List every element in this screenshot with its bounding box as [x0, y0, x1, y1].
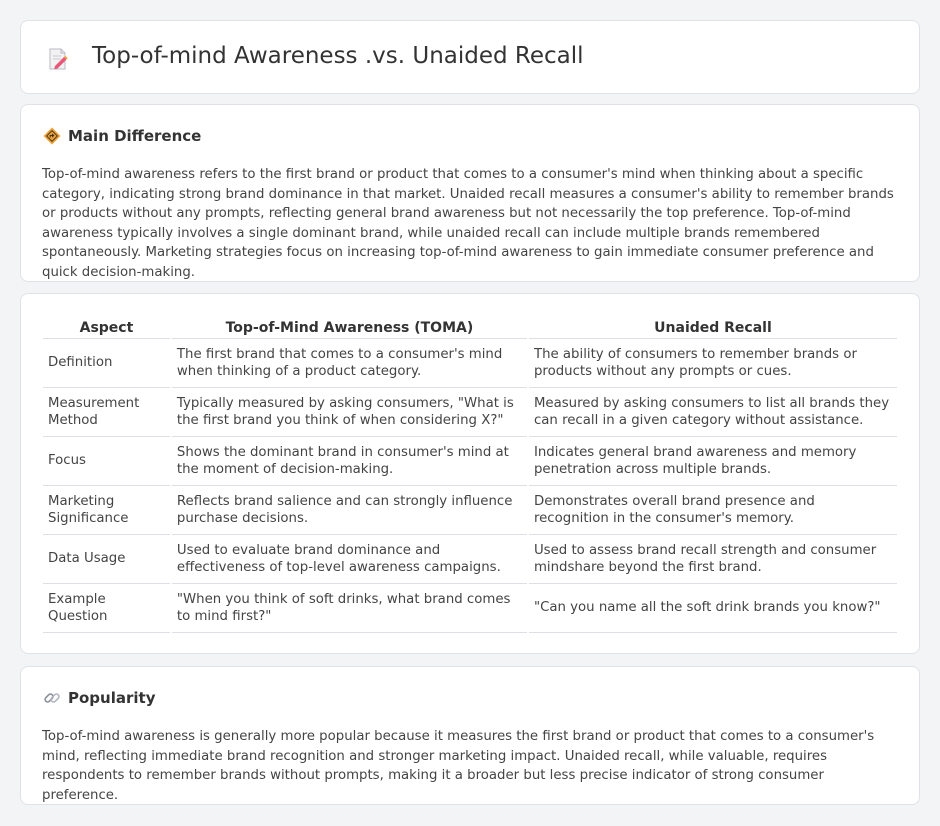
- unaided-cell: "Can you name all the soft drink brands you know?": [529, 584, 897, 633]
- header-unaided-recall: Unaided Recall: [529, 316, 897, 339]
- comparison-table: [41, 316, 899, 633]
- main-difference-heading: Main Difference: [68, 127, 202, 145]
- link-icon: [43, 689, 61, 707]
- unaided-cell: The ability of consumers to remember brands or products without any prompts or cues.: [529, 339, 897, 388]
- main-difference-text: Top-of-mind awareness refers to the first brand or product that comes to a consumer's mind when thinking about a specific category, indicating strong brand dominance in that market. Unaided recall measures a consumer's ability to remember brands or products without any prompts, reflecting general brand awareness but not necessarily the top preference. Top-of-mind awareness typically involves a single dominant brand, while unaided recall can include multiple brands remembered spontaneously. Marketing strategies focus on increasing top-of-mind awareness to gain immediate consumer preference and quick decision-making.: [42, 167, 894, 280]
- aspect-cell: Measurement Method: [43, 388, 170, 437]
- toma-cell: Typically measured by asking consumers, "What is the first brand you think of when considering X?": [172, 388, 527, 437]
- table-row: [43, 437, 897, 486]
- aspect-cell: Definition: [43, 339, 170, 388]
- aspect-cell: Data Usage: [43, 535, 170, 584]
- header-toma: Top-of-Mind Awareness (TOMA): [172, 316, 527, 339]
- unaided-cell: Indicates general brand awareness and memory penetration across multiple brands.: [529, 437, 897, 486]
- toma-cell: Reflects brand salience and can strongly influence purchase decisions.: [172, 486, 527, 535]
- aspect-cell: Focus: [43, 437, 170, 486]
- popularity-header: [43, 689, 155, 707]
- toma-cell: The first brand that comes to a consumer's mind when thinking of a product category.: [172, 339, 527, 388]
- table-row: [43, 535, 897, 584]
- table-header-row: [43, 316, 897, 339]
- popularity-heading: Popularity: [68, 689, 156, 707]
- title-card: [20, 20, 920, 94]
- aspect-cell: Marketing Significance: [43, 486, 170, 535]
- diamond-sign-icon: [43, 127, 61, 145]
- main-difference-header: [43, 127, 201, 145]
- header-aspect: Aspect: [43, 316, 170, 339]
- unaided-cell: Demonstrates overall brand presence and recognition in the consumer's memory.: [529, 486, 897, 535]
- toma-cell: "When you think of soft drinks, what brand comes to mind first?": [172, 584, 527, 633]
- popularity-section: [20, 666, 920, 805]
- aspect-cell: Example Question: [43, 584, 170, 633]
- table-row: [43, 584, 897, 633]
- comparison-section: [20, 293, 920, 654]
- page-title: Top-of-mind Awareness .vs. Unaided Recall: [92, 43, 584, 69]
- main-difference-section: [20, 104, 920, 282]
- document-pencil-icon: [47, 47, 69, 71]
- table-row: [43, 339, 897, 388]
- toma-cell: Used to evaluate brand dominance and effectiveness of top-level awareness campaigns.: [172, 535, 527, 584]
- table-row: [43, 486, 897, 535]
- unaided-cell: Measured by asking consumers to list all brands they can recall in a given category without assistance.: [529, 388, 897, 437]
- popularity-text: Top-of-mind awareness is generally more popular because it measures the first brand or product that comes to a consumer's mind, reflecting immediate brand recognition and stronger marketing impact. Unaided recall, while valuable, requires respondents to remember brands without prompts, making it a broader but less precise indicator of strong consumer preference.: [42, 729, 875, 803]
- table-row: [43, 388, 897, 437]
- toma-cell: Shows the dominant brand in consumer's mind at the moment of decision-making.: [172, 437, 527, 486]
- unaided-cell: Used to assess brand recall strength and consumer mindshare beyond the first brand.: [529, 535, 897, 584]
